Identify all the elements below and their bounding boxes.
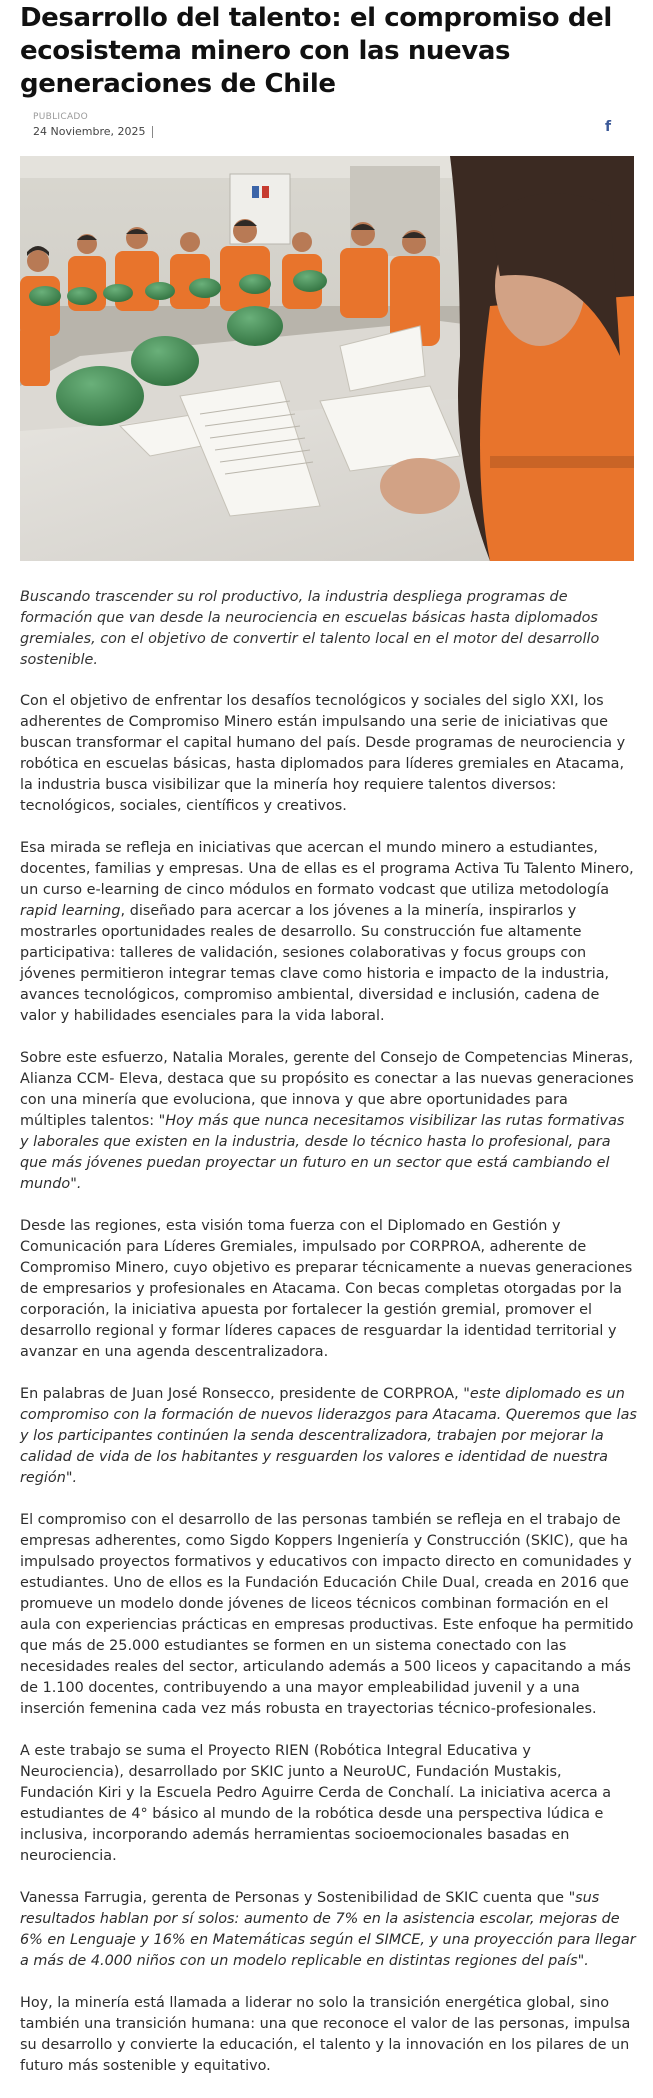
body-paragraph: El compromiso con el desarrollo de las personas también se refleja en el trabajo de empresas adherentes, como Sigdo Koppers Ingeniería y Construcción (SKIC), que ha impulsado proyectos formativos y educativos con impacto directo en comunidades y estudiantes. Uno de ellos es la Fundación Educación Chile Dual, creada en 2016 que promueve un modelo donde jóvenes de liceos técnicos combinan formación en el aula con experiencias prácticas en empresas productivas. Este enfoque ha permitido que más de 25.000 estudiantes se formen en un sistema conectado con las necesidades reales del sector, articulando además a 500 liceos y capacitando a más de 1.100 docentes, contribuyendo a una mayor empleabilidad juvenil y a una inserción femenina cada vez más robusta en trayectorias técnico-profesionales. [20,1512,634,1717]
body-paragraph: En palabras de Juan José Ronsecco, presidente de CORPROA, "este diplomado es un compromiso con la formación de nuevos liderazgos para Atacama. Queremos que las y los participantes continúen la senda descentralizadora, trabajen por mejorar la calidad de vida de los habitantes y resguarden los valores e identidad de nuestra región". [20,1386,637,1486]
article-photo [20,156,634,561]
body-paragraph: Desde las regiones, esta visión toma fuerza con el Diplomado en Gestión y Comunicación para Líderes Gremiales, impulsado por CORPROA, adherente de Compromiso Minero, cuyo objetivo es preparar técnicamente a nuevas generaciones de empresarios y profesionales en Atacama. Con becas completas otorgadas por la corporación, la iniciativa apuesta por fortalecer la gestión gremial, promover el desarrollo regional y formar líderes capaces de resguardar la identidad territorial y avanzar en una agenda descentralizadora. [20,1218,633,1360]
facebook-icon: f [604,119,612,135]
body-paragraph: Sobre este esfuerzo, Natalia Morales, gerente del Consejo de Competencias Mineras, Alianza CCM- Eleva, destaca que su propósito es conectar a las nuevas generaciones con una minería que evoluciona, que innova y que abre oportunidades para múltiples talentos: "Hoy más que nunca necesitamos visibilizar las rutas formativas y laborales que existen en la industria, desde lo técnico hasta lo profesional, para que más jóvenes puedan proyectar un futuro en un sector que está cambiando el mundo". [20,1050,634,1192]
article-body [20,587,637,2098]
published-label: PUBLICADO [33,112,89,122]
body-paragraph: Vanessa Farrugia, gerenta de Personas y Sostenibilidad de SKIC cuenta que "sus resultados hablan por sí solos: aumento de 7% en la asistencia escolar, mejoras de 6% en Lenguaje y 16% en Matemáticas según el SIMCE, y una proyección para llegar a más de 4.000 niños con un modelo replicable en distintas regiones del país". [20,1890,636,1969]
body-paragraph: Esa mirada se refleja en iniciativas que acercan el mundo minero a estudiantes, docentes, familias y empresas. Una de ellas es el programa Activa Tu Talento Minero, un curso e-learning de cinco módulos en formato vodcast que utiliza metodología rapid learning, diseñado para acercar a los jóvenes a la minería, inspirarlos y mostrarles oportunidades reales de desarrollo. Su construcción fue altamente participativa: talleres de validación, sesiones colaborativas y focus groups con jóvenes permitieron integrar temas clave como historia e impacto de la industria, avances tecnológicos, compromiso ambiental, diversidad e inclusión, cadena de valor y habilidades esenciales para la vida laboral. [20,840,634,1024]
body-paragraph: Hoy, la minería está llamada a liderar no solo la transición energética global, sino también una transición humana: una que reconoce el valor de las personas, impulsa su desarrollo y convierte la educación, el talento y la innovación en los pilares de un futuro más sostenible y equitativo. [20,1995,631,2074]
facebook-share-button[interactable] [601,118,615,136]
article-title: Desarrollo del talento: el compromiso del ecosistema minero con las nuevas generaciones de Chile [20,3,612,99]
article-lede: Buscando trascender su rol productivo, la industria despliega programas de formación que van desde la neurociencia en escuelas básicas hasta diplomados gremiales, con el objetivo de convertir el talento local en el motor del desarrollo sostenible. [20,589,600,668]
body-paragraph: Con el objetivo de enfrentar los desafíos tecnológicos y sociales del siglo XXI, los adherentes de Compromiso Minero están impulsando una serie de iniciativas que buscan transformar el capital humano del país. Desde programas de neurociencia y robótica en escuelas básicas, hasta diplomados para líderes gremiales en Atacama, la industria busca visibilizar que la minería hoy requiere talentos diversos: tecnológicos, sociales, científicos y creativos. [20,693,626,814]
body-paragraph: A este trabajo se suma el Proyecto RIEN (Robótica Integral Educativa y Neurociencia), desarrollado por SKIC junto a NeuroUC, Fundación Mustakis, Fundación Kiri y la Escuela Pedro Aguirre Cerda de Conchalí. La iniciativa acerca a estudiantes de 4° básico al mundo de la robótica desde una perspectiva lúdica e inclusiva, incorporando además herramientas socioemocionales basadas en neurociencia. [20,1743,612,1864]
published-date: 24 Noviembre, 2025 [33,126,153,138]
